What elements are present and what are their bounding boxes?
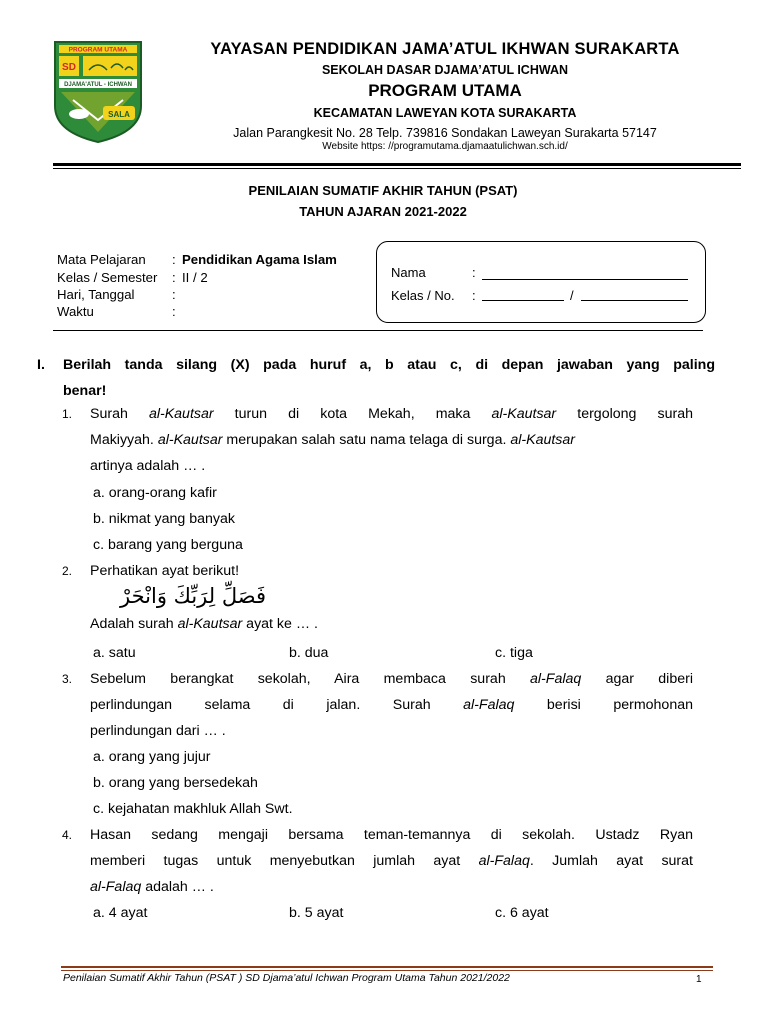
program-name: PROGRAM UTAMA (368, 81, 522, 100)
question-4-line-1: Hasan sedang mengaji bersama teman-temannya di sekolah. Ustadz Ryan (90, 827, 693, 843)
question-3-option-c[interactable]: c. kejahatan makhluk Allah Swt. (93, 801, 293, 817)
slash: / (570, 288, 574, 303)
question-1-option-b[interactable]: b. nikmat yang banyak (93, 511, 235, 527)
class-value: II / 2 (182, 270, 208, 285)
colon: : (172, 270, 176, 285)
student-name-field[interactable] (482, 279, 688, 280)
exam-title: PENILAIAN SUMATIF AKHIR TAHUN (PSAT) (248, 183, 518, 198)
footer-rule-thick (61, 966, 713, 968)
school-name: SEKOLAH DASAR DJAMA’ATUL ICHWAN (321, 63, 569, 77)
student-name-label: Nama (391, 265, 426, 280)
question-1-line-3: artinya adalah … . (90, 458, 206, 474)
question-4-option-b[interactable]: b. 5 ayat (289, 905, 344, 921)
section-instruction (37, 352, 715, 404)
student-identity-box (376, 241, 706, 323)
question-number: 3. (62, 672, 73, 686)
instruction-line-1: Berilah tanda silang (X) pada huruf a, b atau c, di depan jawaban yang paling (63, 357, 715, 373)
page-number: 1 (696, 974, 702, 985)
question-3-line-1: Sebelum berangkat sekolah, Aira membaca surah al-Falaq agar diberi (90, 671, 693, 687)
colon: : (472, 265, 476, 280)
school-website: Website https: //programutama.djamaatulichwan.sch.id/ (322, 141, 568, 152)
student-class-label: Kelas / No. (391, 288, 455, 303)
footer-text: Penilaian Sumatif Akhir Tahun (PSAT ) SD Djama’atul Ichwan Program Utama Tahun 2021/2022 (63, 972, 510, 984)
info-rule (53, 330, 703, 331)
question-1-option-a[interactable]: a. orang-orang kafir (93, 485, 217, 501)
question-2-option-a[interactable]: a. satu (93, 645, 136, 661)
question-2-option-b[interactable]: b. dua (289, 645, 329, 661)
info-row-subject (57, 252, 337, 267)
section-number: I. (37, 357, 45, 373)
subject-label: Mata Pelajaran (57, 252, 146, 267)
logo-top-text: PROGRAM UTAMA (68, 46, 128, 54)
class-label: Kelas / Semester (57, 270, 158, 285)
question-3-option-a[interactable]: a. orang yang jujur (93, 749, 211, 765)
colon: : (172, 287, 176, 302)
logo-sd: SD (62, 62, 76, 73)
header-rule-thin (53, 168, 741, 169)
question-4-line-2: memberi tugas untuk menyebutkan jumlah ayat al-Falaq. Jumlah ayat surat (90, 853, 693, 869)
student-number-field[interactable] (581, 300, 688, 301)
info-row-class (57, 270, 208, 285)
colon: : (472, 288, 476, 303)
date-label: Hari, Tanggal (57, 287, 135, 302)
time-label: Waktu (57, 304, 94, 319)
question-3-line-3: perlindungan dari … . (90, 723, 226, 739)
question-1-option-c[interactable]: c. barang yang berguna (93, 537, 243, 553)
question-number: 2. (62, 564, 73, 578)
foundation-name: YAYASAN PENDIDIKAN JAMA’ATUL IKHWAN SURAKARTA (210, 40, 680, 58)
arabic-verse: فَصَلِّ لِرَبِّكَ وَانْحَرْ (120, 584, 266, 608)
info-row-date (57, 287, 182, 302)
district-name: KECAMATAN LAWEYAN KOTA SURAKARTA (313, 106, 577, 120)
logo-sala: SALA (108, 110, 130, 119)
question-4-option-c[interactable]: c. 6 ayat (495, 905, 549, 921)
colon: : (172, 252, 176, 267)
exam-year: TAHUN AJARAN 2021-2022 (299, 204, 467, 219)
question-1-line-1: Surah al-Kautsar turun di kota Mekah, maka al-Kautsar tergolong surah (90, 406, 693, 422)
logo-band: DJAMA'ATUL - ICHWAN (64, 82, 132, 88)
footer-rule-thin (61, 970, 713, 971)
school-address: Jalan Parangkesit No. 28 Telp. 739816 Sondakan Laweyan Surakarta 57147 (233, 126, 657, 140)
subject-value: Pendidikan Agama Islam (182, 252, 337, 267)
question-number: 4. (62, 828, 73, 842)
question-3-line-2: perlindungan selama di jalan. Surah al-Falaq berisi permohonan (90, 697, 693, 713)
question-2-line-2: Adalah surah al-Kautsar ayat ke … . (90, 616, 318, 632)
question-4-option-a[interactable]: a. 4 ayat (93, 905, 148, 921)
question-2-line-1: Perhatikan ayat berikut! (90, 563, 240, 579)
header-rule-thick (53, 163, 741, 166)
question-1-line-2: Makiyyah. al-Kautsar merupakan salah satu nama telaga di surga. al-Kautsar (90, 432, 576, 448)
colon: : (172, 304, 176, 319)
question-4-line-3: al-Falaq adalah … . (90, 879, 214, 895)
question-3-option-b[interactable]: b. orang yang bersedekah (93, 775, 258, 791)
info-row-time (57, 304, 182, 319)
instruction-line-2: benar! (63, 383, 107, 399)
question-number: 1. (62, 407, 73, 421)
student-class-field[interactable] (482, 300, 564, 301)
question-2-option-c[interactable]: c. tiga (495, 645, 533, 661)
school-logo (53, 40, 143, 144)
